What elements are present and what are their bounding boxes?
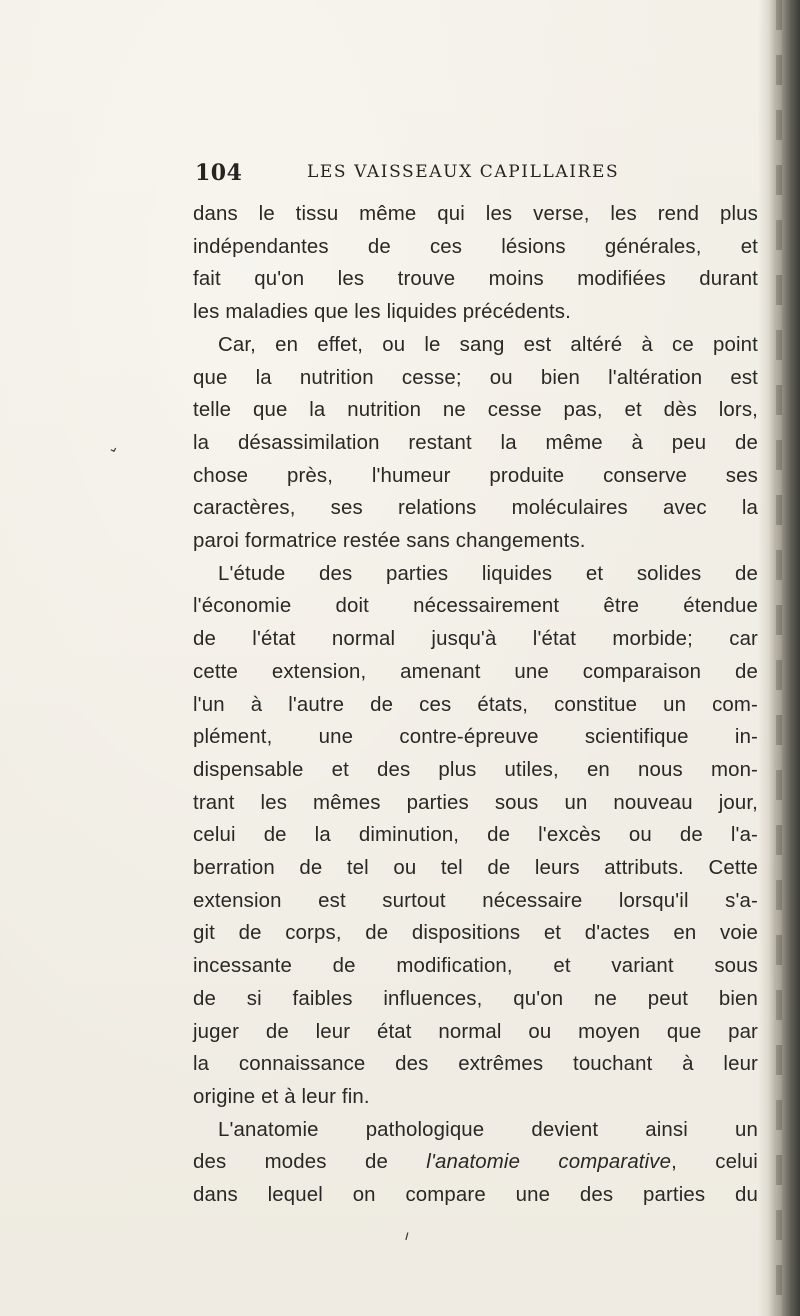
page-number: 104 xyxy=(195,160,243,186)
italic-term: l'anatomie comparative xyxy=(426,1151,672,1174)
text-line: fait qu'on les trouve moins modifiées durant xyxy=(193,268,758,291)
text-line: L'étude des parties liquides et solides de xyxy=(218,562,758,585)
text-line: juger de leur état normal ou moyen que par xyxy=(193,1020,758,1043)
text-line: telle que la nutrition ne cesse pas, et dès lors, xyxy=(193,399,758,422)
text-line: l'économie doit nécessairement être étendue xyxy=(193,595,758,618)
text-line: git de corps, de dispositions et d'actes en voie xyxy=(193,922,758,945)
text-line: caractères, ses relations moléculaires avec la xyxy=(193,497,758,520)
text-line: que la nutrition cesse; ou bien l'altération est xyxy=(193,366,758,389)
text-line: cette extension, amenant une comparaison de xyxy=(193,660,758,683)
ink-speck: ı xyxy=(402,1227,411,1245)
text-line: chose près, l'humeur produite conserve ses xyxy=(193,464,758,487)
text-line: berration de tel ou tel de leurs attributs. Cette xyxy=(193,857,758,880)
text-line: de si faibles influences, qu'on ne peut bien xyxy=(193,987,758,1010)
text-line-mixed xyxy=(193,1146,758,1179)
text-fragment: , celui xyxy=(671,1151,758,1174)
text-line: trant les mêmes parties sous un nouveau jour, xyxy=(193,791,758,814)
text-fragment: des modes de xyxy=(193,1151,427,1174)
text-line: de l'état normal jusqu'à l'état morbide; car xyxy=(193,628,758,651)
text-line: paroi formatrice restée sans changements. xyxy=(193,530,586,553)
running-head xyxy=(195,160,755,190)
text-line: celui de la diminution, de l'excès ou de l'a- xyxy=(193,824,758,847)
text-line: incessante de modification, et variant sous xyxy=(193,955,758,978)
text-line: L'anatomie pathologique devient ainsi un xyxy=(218,1118,758,1141)
text-line: origine et à leur fin. xyxy=(193,1085,370,1108)
text-line: extension est surtout nécessaire lorsqu'il s'a- xyxy=(193,889,758,912)
text-line: la connaissance des extrêmes touchant à leur xyxy=(193,1053,758,1076)
running-title: LES VAISSEAUX CAPILLAIRES xyxy=(307,162,620,182)
text-line: dans le tissu même qui les verse, les rend plus xyxy=(193,203,758,225)
text-line: dispensable et des plus utiles, en nous mon- xyxy=(193,758,758,781)
text-line: Car, en effet, ou le sang est altéré à ce point xyxy=(218,333,758,356)
ink-speck: ⌄ xyxy=(104,438,122,458)
text-line: la désassimilation restant la même à peu de xyxy=(193,431,758,454)
text-line: l'un à l'autre de ces états, constitue un com- xyxy=(193,693,758,716)
text-line: plément, une contre-épreuve scientifique in- xyxy=(193,726,758,749)
binding-edge xyxy=(758,0,800,1316)
text-line: les maladies que les liquides précédents. xyxy=(193,301,571,324)
body-text xyxy=(193,198,758,1212)
text-line: indépendantes de ces lésions générales, et xyxy=(193,235,758,258)
text-line: dans lequel on compare une des parties du xyxy=(193,1184,758,1207)
